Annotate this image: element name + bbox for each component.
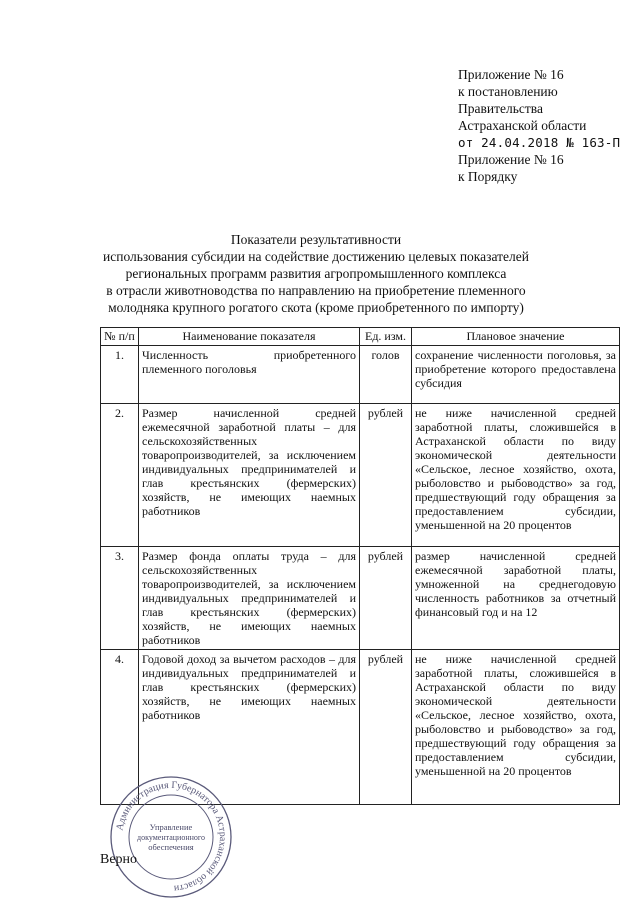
cell-plan: не ниже начисленной средней заработной платы, сложившейся в Астраханской области по виду экономической деятельности «Сельское, лесное хозяйство, охота, рыболовство и рыбоводство» за год, предшествующий году обращения за предоставлением субсидии, уменьшенной на 20 процентов	[412, 404, 620, 547]
stamp-line: обеспечения	[148, 842, 194, 852]
stamp-line: документационного	[137, 833, 205, 842]
cell-num: 3.	[101, 547, 139, 650]
appendix-date-number: от 24.04.2018 № 163-П	[458, 135, 621, 150]
header-unit: Ед. изм.	[360, 328, 412, 346]
cell-unit: рублей	[360, 404, 412, 547]
appendix-line: к Порядку	[458, 169, 518, 184]
cell-plan: не ниже начисленной средней заработной платы, сложившейся в Астраханской области по виду экономической деятельности «Сельское, лесное хозяйство, охота, рыболовство и рыбоводство» за год, предшествующий году обращения за предоставлением субсидии, уменьшенной на 20 процентов	[412, 650, 620, 805]
appendix-line: Приложение № 16	[458, 67, 564, 82]
cell-unit: голов	[360, 346, 412, 404]
title-line: использования субсидии на содействие достижению целевых показателей	[103, 249, 529, 264]
header-num: № п/п	[101, 328, 139, 346]
cell-num: 2.	[101, 404, 139, 547]
cell-num: 1.	[101, 346, 139, 404]
document-title	[96, 231, 536, 316]
title-line: молодняка крупного рогатого скота (кроме приобретенного по импорту)	[108, 300, 524, 315]
table-row	[101, 404, 620, 547]
cell-num: 4.	[101, 650, 139, 805]
appendix-line: Приложение № 16	[458, 152, 564, 167]
stamp-line: Управление	[149, 822, 193, 832]
table-header-row	[101, 328, 620, 346]
cell-unit: рублей	[360, 547, 412, 650]
official-stamp	[108, 774, 234, 900]
title-line: региональных программ развития агропромышленного комплекса	[125, 266, 507, 281]
appendix-line: Правительства	[458, 101, 543, 116]
cell-unit: рублей	[360, 650, 412, 805]
cell-name: Годовой доход за вычетом расходов – для индивидуальных предпринимателей и глав крестьянских (фермерских) хозяйств, не имеющих наемных работников	[139, 650, 360, 805]
header-name: Наименование показателя	[139, 328, 360, 346]
stamp-ring-text: Администрация Губернатора Астраханской области	[114, 779, 229, 894]
title-heading: Показатели результативности	[230, 232, 402, 247]
cell-plan: размер начисленной средней ежемесячной заработной платы, умноженной на среднегодовую численность работников за отчетный финансовый год и на 12	[412, 547, 620, 650]
appendix-line: Астраханской области	[458, 118, 587, 133]
indicators-table	[100, 327, 620, 805]
appendix-block	[458, 66, 638, 185]
cell-name: Численность приобретенного племенного поголовья	[139, 346, 360, 404]
verno-mark: Верно	[100, 852, 138, 867]
table-row	[101, 547, 620, 650]
header-plan: Плановое значение	[412, 328, 620, 346]
cell-name: Размер начисленной средней ежемесячной заработной платы – для сельскохозяйственных товаропроизводителей, за исключением индивидуальных предпринимателей и глав крестьянских (фермерских) хозяйств, не имеющих наемных работников	[139, 404, 360, 547]
table-row	[101, 346, 620, 404]
cell-plan: сохранение численности поголовья, за приобретение которого предоставлена субсидия	[412, 346, 620, 404]
cell-name: Размер фонда оплаты труда – для сельскохозяйственных товаропроизводителей, за исключением индивидуальных предпринимателей и глав крестьянских (фермерских) хозяйств, не имеющих наемных работников	[139, 547, 360, 650]
title-line: в отрасли животноводства по направлению на приобретение племенного	[106, 283, 526, 298]
appendix-line: к постановлению	[458, 84, 558, 99]
